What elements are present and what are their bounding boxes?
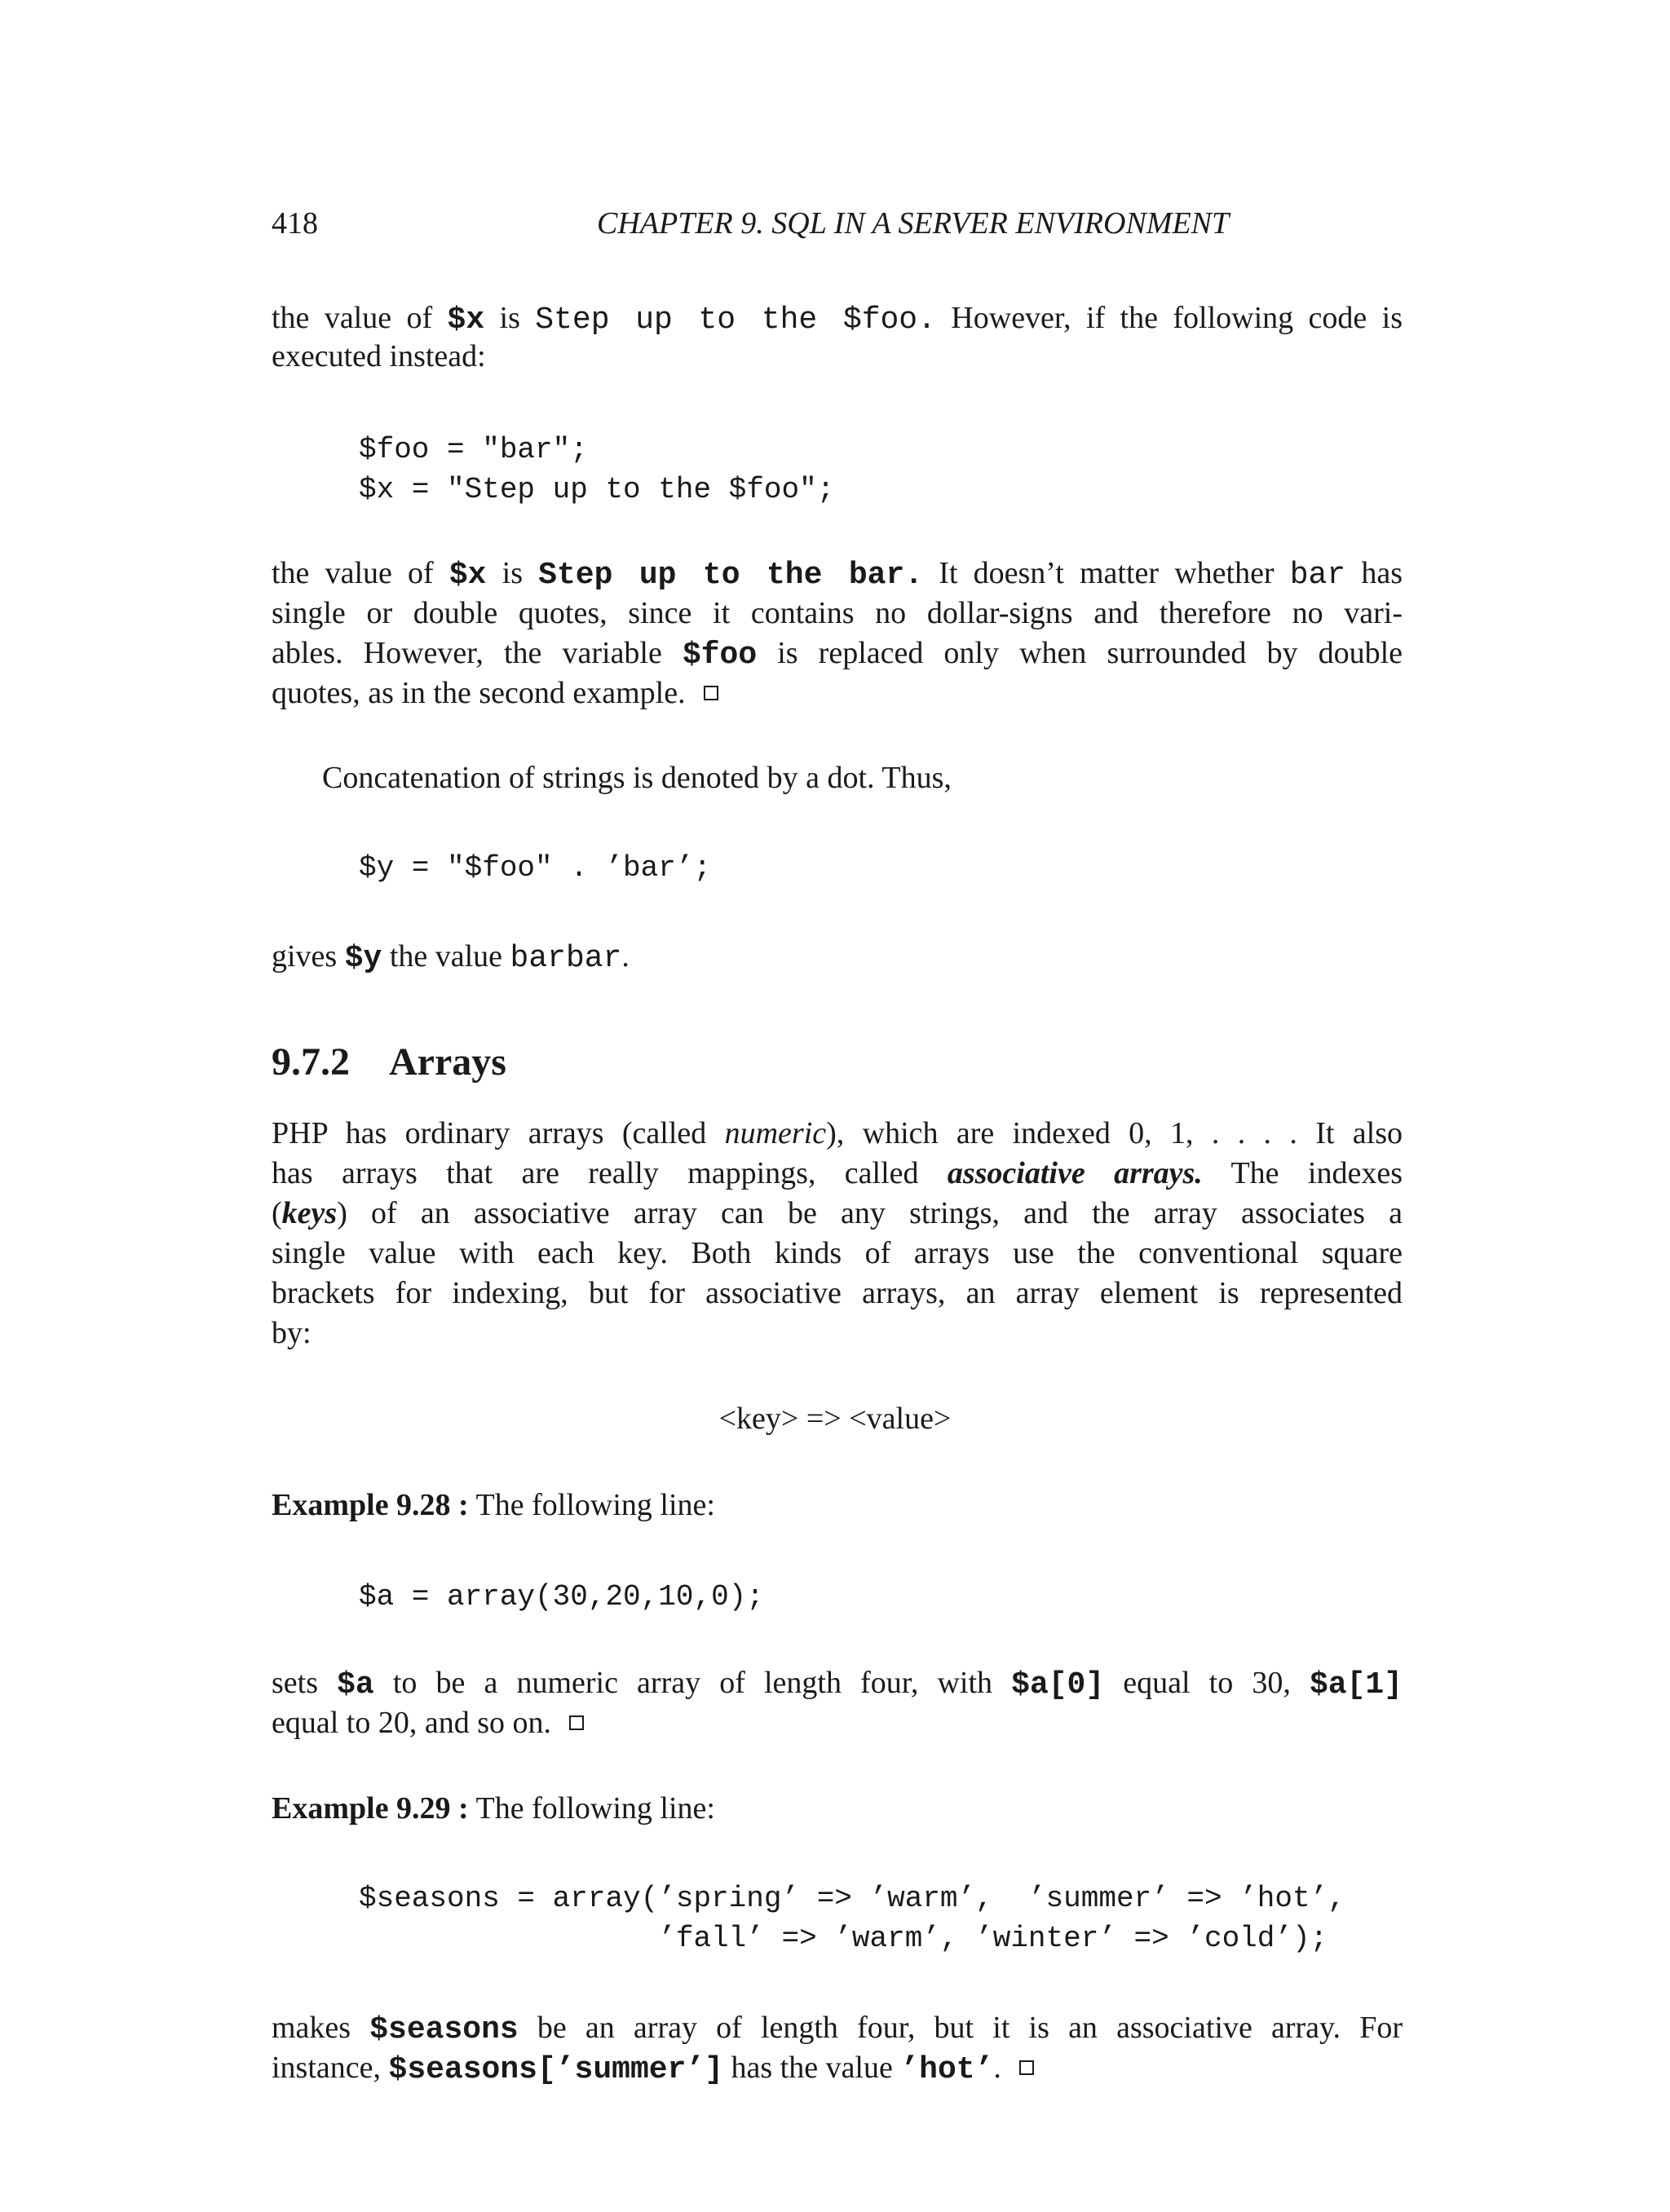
section-number: 9.7.2 (272, 1040, 350, 1084)
paragraph-4: gives $y the value barbar. (272, 939, 630, 976)
code-line: $y = "$foo" . ’bar’; (359, 851, 712, 885)
paragraph-3: Concatenation of strings is denoted by a dot. Thus, (322, 761, 952, 795)
end-of-example-square (569, 1715, 584, 1730)
paragraph-2-line-2: single or double quotes, since it contains no dollar-signs and therefore no vari- (272, 596, 1403, 630)
paragraph-2-line-1: the value of $x is Step up to the bar. It doesn’t matter whether bar has (272, 556, 1403, 593)
section-title: Arrays (389, 1040, 506, 1084)
paragraph-5-line-2: has arrays that are really mappings, called associative arrays. The indexes (272, 1156, 1403, 1190)
paragraph-5-line-4: single value with each key. Both kinds of arrays use the conventional square (272, 1236, 1403, 1270)
paragraph-2-line-4: quotes, as in the second example. (272, 673, 718, 713)
paragraph-5-line-1: PHP has ordinary arrays (called numeric), which are indexed 0, 1, . . . . It also (272, 1116, 1403, 1150)
display-key-value: <key> => <value> (718, 1402, 952, 1436)
paragraph-2-line-3: ables. However, the variable $foo is replaced only when surrounded by double (272, 636, 1403, 673)
example-9-29-line-1: makes $seasons be an array of length four, but it is an associative array. For (272, 2011, 1403, 2047)
running-header: CHAPTER 9. SQL IN A SERVER ENVIRONMENT (597, 206, 1230, 241)
example-9-28-line-2: equal to 20, and so on. (272, 1703, 584, 1743)
paragraph-1-line-2: executed instead: (272, 339, 486, 373)
section-heading (272, 1038, 506, 1087)
end-of-example-square (1019, 2060, 1034, 2075)
code-line: ’fall’ => ’warm’, ’winter’ => ’cold’); (359, 1922, 1328, 1955)
example-9-29-line-2: instance, $seasons[’summer’] has the value ’hot’. (272, 2048, 1034, 2090)
paragraph-5-line-6: by: (272, 1316, 311, 1350)
page-number: 418 (272, 206, 318, 241)
example-9-29-heading: Example 9.29 : The following line: (272, 1791, 715, 1826)
paragraph-5-line-5: brackets for indexing, but for associative arrays, an array element is represented (272, 1276, 1403, 1310)
paragraph-1-line-1: the value of $x is Step up to the $foo. However, if the following code is (272, 301, 1403, 338)
example-9-28-line-1: sets $a to be a numeric array of length four, with $a[0] equal to 30, $a[1] (272, 1666, 1403, 1702)
code-line: $foo = "bar"; (359, 433, 588, 466)
code-line: $x = "Step up to the $foo"; (359, 473, 835, 506)
example-9-28-heading: Example 9.28 : The following line: (272, 1488, 715, 1522)
paragraph-5-line-3: (keys) of an associative array can be any strings, and the array associates a (272, 1196, 1403, 1230)
code-line: $a = array(30,20,10,0); (359, 1580, 764, 1614)
end-of-example-square (704, 686, 718, 700)
code-line: $seasons = array(’spring’ => ’warm’, ’summer’ => ’hot’, (359, 1882, 1345, 1915)
